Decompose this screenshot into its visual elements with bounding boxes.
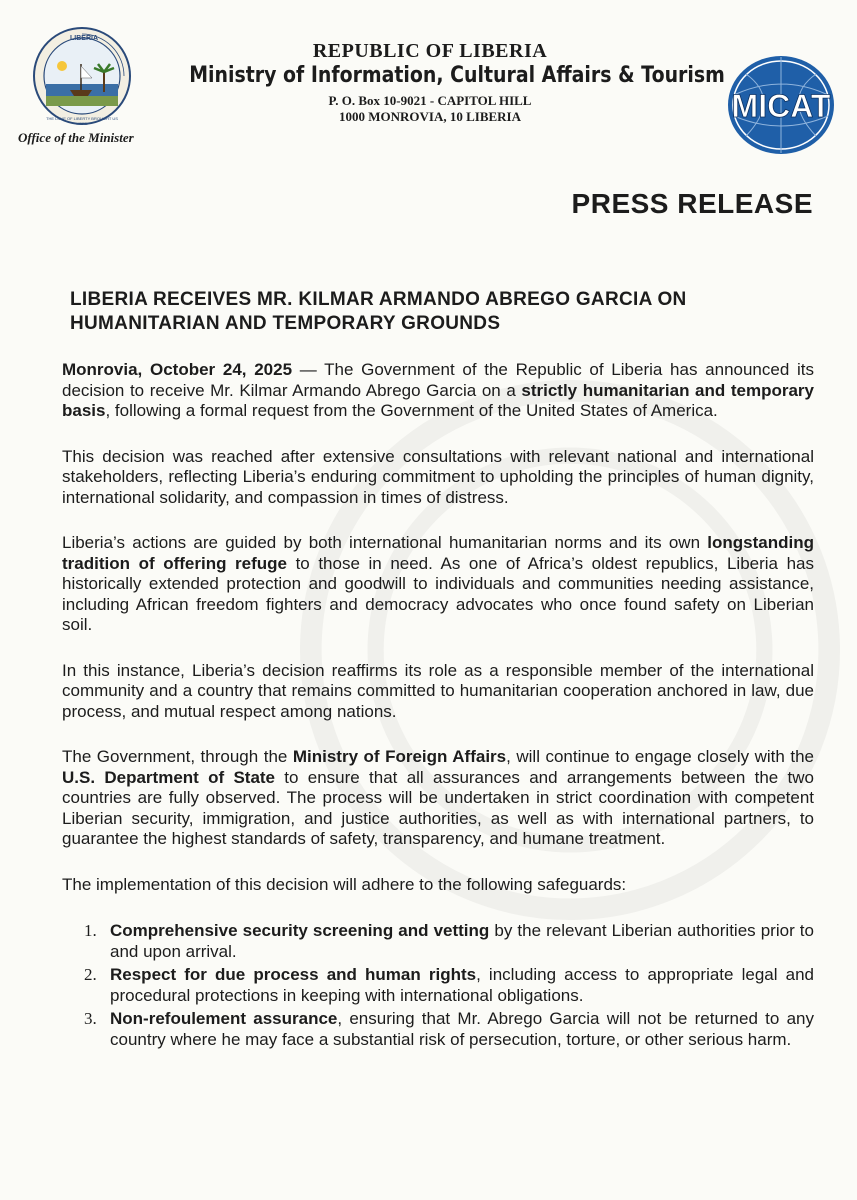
p5-text-b: , will continue to engage closely with the [506, 747, 814, 766]
p3-text-b: to those in need. As one of Africa’s oldest republics, Liberia has historically extended protection and goodwill to individuals and communities needing assistance, including African freedom fighters and democracy advocates who once found safety on Liberian soil. [62, 553, 814, 634]
list-number: 3. [84, 1009, 97, 1028]
list-number: 2. [84, 965, 97, 984]
paragraph-1 [62, 360, 814, 422]
list-item [62, 965, 814, 1006]
dateline: Monrovia, October 24, 2025 [62, 360, 293, 379]
seal-title: LIBERIA [70, 35, 98, 42]
list-item [62, 921, 814, 962]
p5-text-a: The Government, through the [62, 747, 293, 766]
micat-logo-text: MICAT [731, 88, 831, 124]
seal-motto: THE LOVE OF LIBERTY BROUGHT US HERE [46, 116, 118, 126]
paragraph-3 [62, 533, 814, 636]
p1-bold: strictly humanitarian and temporary basis [62, 380, 814, 420]
list-item [62, 1009, 814, 1050]
safeguards-list [62, 921, 814, 1050]
address-line-2: 1000 MONROVIA, 10 LIBERIA [338, 109, 521, 124]
list-item-bold: Non-refoulement assurance [110, 1009, 338, 1028]
list-number: 1. [84, 921, 97, 940]
list-item-text: by the relevant Liberian authorities prior to and upon arrival. [110, 921, 814, 961]
republic-title: REPUBLIC OF LIBERIA [312, 40, 548, 62]
micat-logo-icon [726, 54, 836, 156]
p5-text-c: to ensure that all assurances and arrangements between the two countries are fully observed. The process will be undertaken in strict coordination with competent Liberian security, immigration, and justice authorities, as well as with international partners, to guarantee the highest standards of safety, transparency, and humane treatment. [62, 767, 814, 848]
p1-text-b: , following a formal request from the Government of the United States of America. [105, 401, 718, 420]
press-release-body [62, 360, 814, 1053]
p5-bold-a: Ministry of Foreign Affairs [292, 747, 507, 766]
p1-text-a: — The Government of the Republic of Liberia has announced its decision to receive Mr. Kilmar Armando Abrego Garcia on a [62, 360, 814, 400]
list-item-text: , ensuring that Mr. Abrego Garcia will not be returned to any country where he may face a substantial risk of persecution, torture, or other serious harm. [110, 1009, 815, 1049]
address-line-1: P. O. Box 10-9021 - CAPITOL HILL [328, 93, 532, 108]
p3-bold: longstanding tradition of offering refuge [62, 533, 814, 573]
letterhead-header [150, 40, 725, 125]
p3-text-a: Liberia’s actions are guided by both international humanitarian norms and its own [62, 533, 708, 552]
list-item-text: , including access to appropriate legal and procedural protections in keeping with international obligations. [110, 965, 814, 1005]
p5-bold-b: U.S. Department of State [62, 767, 276, 787]
paragraph-4: In this instance, Liberia’s decision reaffirms its role as a responsible member of the international community and a country that remains committed to humanitarian cooperation anchored in law, due process, and mutual respect among nations. [62, 660, 814, 721]
paragraph-2: This decision was reached after extensive consultations with relevant national and international stakeholders, reflecting Liberia’s enduring commitment to upholding the principles of human dignity, international solidarity, and compassion in times of distress. [62, 446, 814, 507]
headline: LIBERIA RECEIVES MR. KILMAR ARMANDO ABREGO GARCIA ON HUMANITARIAN AND TEMPORARY GROUNDS [70, 289, 687, 334]
office-of-minister: Office of the Minister [18, 130, 134, 145]
paragraph-6: The implementation of this decision will adhere to the following safeguards: [62, 874, 627, 894]
list-item-bold: Comprehensive security screening and vetting [110, 921, 490, 940]
ministry-name: Ministry of Information, Cultural Affairs & Tourism [189, 63, 725, 88]
list-item-bold: Respect for due process and human rights [110, 965, 477, 984]
document-type: PRESS RELEASE [571, 188, 813, 219]
paragraph-5 [62, 747, 814, 850]
